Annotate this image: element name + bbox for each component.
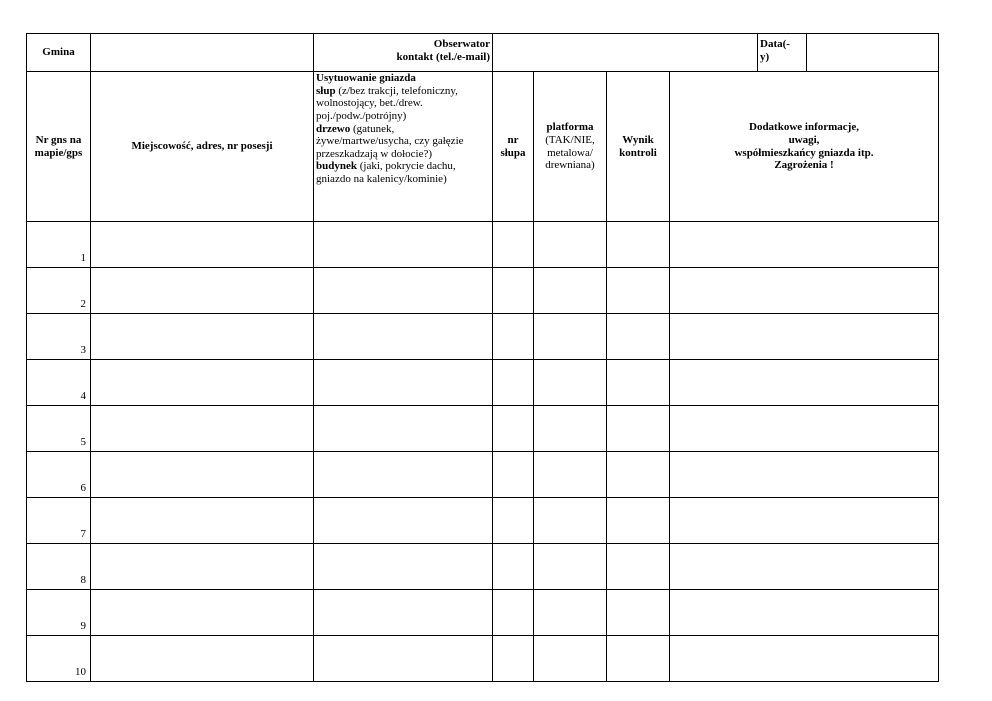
dodatkowe-informacje-cell[interactable] [670,636,939,682]
col-platforma-header: platforma (TAK/NIE, metalowa/ drewniana) [534,72,607,222]
wynik-kontroli-cell[interactable] [607,360,670,406]
platforma-cell[interactable] [534,590,607,636]
nr-slupa-cell[interactable] [493,590,534,636]
wynik-kontroli-cell[interactable] [607,544,670,590]
row-number: 4 [27,360,91,406]
dodatkowe-informacje-cell[interactable] [670,268,939,314]
usytuowanie-cell[interactable] [314,590,493,636]
miejscowosc-cell[interactable] [91,314,314,360]
wynik-kontroli-cell[interactable] [607,314,670,360]
platforma-cell[interactable] [534,314,607,360]
table-row [27,498,939,544]
row-number: 10 [27,636,91,682]
table-row [27,314,939,360]
dodatkowe-informacje-cell[interactable] [670,544,939,590]
usytuowanie-cell[interactable] [314,452,493,498]
row-number: 3 [27,314,91,360]
usytuowanie-cell[interactable] [314,544,493,590]
miejscowosc-cell[interactable] [91,452,314,498]
dodatkowe-informacje-cell[interactable] [670,498,939,544]
usytuowanie-cell[interactable] [314,636,493,682]
row-number: 2 [27,268,91,314]
platforma-cell[interactable] [534,268,607,314]
platforma-cell[interactable] [534,360,607,406]
table-row [27,636,939,682]
col-nr-gns-header: Nr gns na mapie/gps [27,72,91,222]
observer-contact-label: Obserwator kontakt (tel./e-mail) [314,34,493,72]
usytuowanie-cell[interactable] [314,268,493,314]
nest-survey-form-table [26,33,939,682]
miejscowosc-cell[interactable] [91,360,314,406]
nr-slupa-cell[interactable] [493,406,534,452]
table-row [27,544,939,590]
platforma-cell[interactable] [534,406,607,452]
row-number: 1 [27,222,91,268]
miejscowosc-cell[interactable] [91,222,314,268]
dodatkowe-informacje-cell[interactable] [670,590,939,636]
nr-slupa-cell[interactable] [493,636,534,682]
wynik-kontroli-cell[interactable] [607,406,670,452]
gmina-value-cell[interactable] [91,34,314,72]
nr-slupa-cell[interactable] [493,222,534,268]
nr-slupa-cell[interactable] [493,314,534,360]
nr-slupa-cell[interactable] [493,452,534,498]
dodatkowe-informacje-cell[interactable] [670,452,939,498]
table-row [27,268,939,314]
col-usytuowanie-header [314,72,493,222]
row-number: 9 [27,590,91,636]
row-number: 5 [27,406,91,452]
table-row [27,452,939,498]
wynik-kontroli-cell[interactable] [607,222,670,268]
usytuowanie-cell[interactable] [314,360,493,406]
row-number: 6 [27,452,91,498]
dodatkowe-informacje-cell[interactable] [670,222,939,268]
table-row [27,590,939,636]
wynik-kontroli-cell[interactable] [607,636,670,682]
table-row [27,222,939,268]
nr-slupa-cell[interactable] [493,268,534,314]
wynik-kontroli-cell[interactable] [607,590,670,636]
miejscowosc-cell[interactable] [91,636,314,682]
wynik-kontroli-cell[interactable] [607,498,670,544]
platforma-cell[interactable] [534,636,607,682]
miejscowosc-cell[interactable] [91,590,314,636]
row-number: 8 [27,544,91,590]
form-header-row [27,34,939,72]
usytuowanie-cell[interactable] [314,314,493,360]
date-value-cell[interactable] [807,34,939,72]
dodatkowe-informacje-cell[interactable] [670,314,939,360]
form-rows [27,222,939,682]
dodatkowe-informacje-cell[interactable] [670,360,939,406]
usytuowanie-cell[interactable] [314,222,493,268]
miejscowosc-cell[interactable] [91,498,314,544]
wynik-kontroli-cell[interactable] [607,452,670,498]
usytuowanie-budynek: budynek (jaki, pokrycie dachu, gniazdo na kalenicy/kominie) [316,160,456,186]
miejscowosc-cell[interactable] [91,268,314,314]
usytuowanie-title: Usytuowanie gniazda [316,72,416,84]
row-number: 7 [27,498,91,544]
platforma-cell[interactable] [534,222,607,268]
platforma-cell[interactable] [534,498,607,544]
col-dodatkowe-informacje-header: Dodatkowe informacje, uwagi, współmieszkańcy gniazda itp. Zagrożenia ! [670,72,939,222]
usytuowanie-slup: słup (z/bez trakcji, telefoniczny, wolnostojący, bet./drew. poj./podw./potrójny) [316,84,458,122]
miejscowosc-cell[interactable] [91,544,314,590]
usytuowanie-cell[interactable] [314,498,493,544]
date-label: Data(- y) [758,34,807,72]
table-row [27,360,939,406]
nr-slupa-cell[interactable] [493,544,534,590]
miejscowosc-cell[interactable] [91,406,314,452]
wynik-kontroli-cell[interactable] [607,268,670,314]
gmina-label: Gmina [27,34,91,72]
nr-slupa-cell[interactable] [493,360,534,406]
nr-slupa-cell[interactable] [493,498,534,544]
column-header-row [27,72,939,222]
table-row [27,406,939,452]
col-miejscowosc-header: Miejscowość, adres, nr posesji [91,72,314,222]
usytuowanie-drzewo: drzewo (gatunek, żywe/martwe/usycha, czy gałęzie przeszkadzają w dołocie?) [316,122,464,160]
dodatkowe-informacje-cell[interactable] [670,406,939,452]
col-nr-slupa-header: nr słupa [493,72,534,222]
usytuowanie-cell[interactable] [314,406,493,452]
observer-value-cell[interactable] [493,34,758,72]
platforma-cell[interactable] [534,452,607,498]
platforma-cell[interactable] [534,544,607,590]
col-wynik-kontroli-header: Wynik kontroli [607,72,670,222]
